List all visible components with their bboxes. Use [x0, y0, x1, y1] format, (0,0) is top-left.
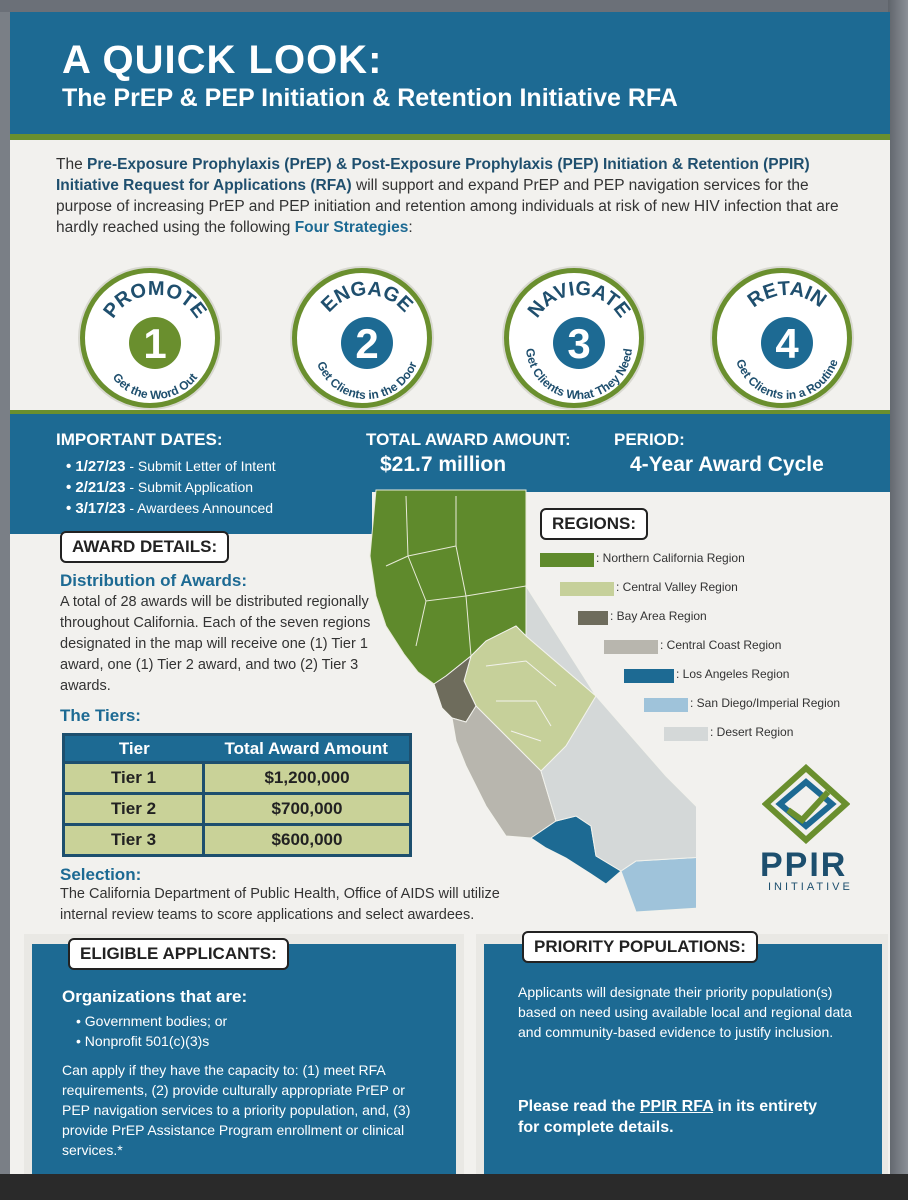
photo-background-bottom	[0, 1174, 908, 1200]
table-row	[64, 825, 411, 856]
legend-label: : Northern California Region	[596, 551, 745, 565]
strategy-tagline: Get the Word Out	[109, 370, 201, 403]
eligible-bullet-1: • Government bodies; or	[76, 1013, 228, 1029]
tiers-heading: The Tiers:	[60, 706, 141, 725]
region-san-diego-imperial	[621, 856, 696, 912]
tier-cell: Tier 2	[64, 794, 204, 825]
flyer-sheet	[10, 12, 890, 1174]
legend-label: : Desert Region	[710, 725, 794, 739]
intro-mid: will support and expand PrEP and PEP navigation services for the purpose of increasing PrEP and PEP initiation and retention among individuals at risk of new HIV infection that are hardly reached using the following	[56, 177, 839, 236]
strategy-tagline: Get Clients What They Need	[522, 347, 636, 403]
apply-text: Can apply if they have the capacity to: (1) meet RFA requirements, (2) provide culturally appropriate PrEP or PEP navigation services to a priority population, and, (3) provide PrEP Assistance Program enrollment or clinical services.*	[62, 1062, 411, 1158]
orgs-heading: Organizations that are:	[62, 987, 248, 1006]
strategy-word: ENGAGE	[317, 277, 417, 317]
header-stripe	[10, 134, 890, 140]
date-text: - Awardees Announced	[125, 500, 274, 516]
distribution-heading: Distribution of Awards:	[60, 571, 247, 590]
selection-heading: Selection:	[60, 865, 142, 884]
legend-swatch	[604, 640, 658, 654]
amount-column-header: Total Award Amount	[204, 735, 411, 763]
strategy-word: NAVIGATE	[523, 277, 635, 322]
date-value: • 3/17/23	[66, 500, 126, 517]
strategy-tagline: Get Clients in a Routine	[733, 357, 841, 403]
selection-text: The California Department of Public Health, Office of AIDS will utilize internal review teams to score applications and select awardees.	[60, 886, 500, 923]
amount-cell: $700,000	[204, 794, 411, 825]
strategy-number: 3	[567, 320, 591, 367]
legend-swatch	[664, 727, 708, 741]
tiers-table	[62, 733, 412, 857]
strategy-word: RETAIN	[743, 277, 831, 312]
date-text: - Submit Application	[125, 479, 254, 495]
date-text: - Submit Letter of Intent	[125, 458, 276, 474]
read-note	[518, 1096, 838, 1138]
page-subtitle: The PrEP & PEP Initiation & Retention Initiative RFA	[62, 84, 678, 112]
strategy-badge-1	[80, 268, 220, 408]
tier-cell: Tier 1	[64, 763, 204, 794]
intro-highlight: Four Strategies	[294, 219, 409, 236]
priority-text: Applicants will designate their priority population(s) based on need using available local and regional data and community-based evidence to justify inclusion.	[518, 984, 852, 1040]
legend-swatch	[578, 611, 608, 625]
amount-cell: $600,000	[204, 825, 411, 856]
strategy-number: 1	[143, 320, 167, 367]
read-post: in its entirety for complete details.	[518, 1098, 818, 1136]
legend-label: : Los Angeles Region	[676, 667, 790, 681]
period-value: 4-Year Award Cycle	[630, 453, 824, 476]
logo-name: PPIR	[760, 846, 848, 884]
tier-column-header: Tier	[64, 735, 204, 763]
tier-cell: Tier 3	[64, 825, 204, 856]
dates-heading: IMPORTANT DATES:	[56, 430, 223, 449]
legend-swatch	[644, 698, 688, 712]
priority-panel	[484, 944, 882, 1174]
read-pre: Please read the	[518, 1098, 640, 1115]
date-item-3	[66, 500, 273, 517]
award-value: $21.7 million	[380, 453, 507, 476]
award-details-heading: AWARD DETAILS:	[60, 531, 229, 563]
legend-label: : San Diego/Imperial Region	[690, 696, 841, 710]
distribution-text: A total of 28 awards will be distributed regionally throughout California. Each of the seven regions designated in the map will receive one (1) Tier 1 award, one (1) Tier 2 award, and two (2) Tier 3 awards.	[60, 594, 371, 694]
intro-pre: The	[56, 156, 88, 173]
intro-bold: Pre-Exposure Prophylaxis (PrEP) & Post-Exposure Prophylaxis (PEP) Initiation & Retention (PPIR) Initiative Request for Applications (RFA)	[56, 156, 810, 194]
page-title: A QUICK LOOK:	[62, 38, 383, 82]
table-row	[64, 763, 411, 794]
amount-cell: $1,200,000	[204, 763, 411, 794]
ppir-rfa-link[interactable]: PPIR RFA	[639, 1098, 714, 1115]
strategy-badge-3	[504, 268, 644, 408]
date-value: • 2/21/23	[66, 479, 126, 496]
legend-label: : Bay Area Region	[610, 609, 707, 623]
photo-background-top	[0, 0, 908, 12]
strategy-number: 2	[355, 320, 379, 367]
ppir-logo-icon	[762, 764, 850, 844]
strategy-badge-2	[292, 268, 432, 408]
priority-heading: PRIORITY POPULATIONS:	[522, 931, 758, 963]
logo-sub: INITIATIVE	[768, 881, 853, 893]
tiers-header-row	[64, 735, 411, 763]
legend-swatch	[624, 669, 674, 683]
strategy-number: 4	[775, 320, 799, 367]
strategy-badge-4	[712, 268, 852, 408]
period-heading: PERIOD:	[614, 430, 685, 449]
intro-end: :	[408, 219, 413, 236]
legend-swatch	[540, 553, 594, 567]
award-heading: TOTAL AWARD AMOUNT:	[366, 430, 571, 449]
date-value: • 1/27/23	[66, 458, 126, 475]
strategy-word: PROMOTE	[99, 277, 211, 323]
legend-swatch	[560, 582, 614, 596]
photo-background-right	[888, 0, 908, 1200]
date-item-2	[66, 479, 253, 496]
eligible-heading: ELIGIBLE APPLICANTS:	[68, 938, 289, 970]
regions-heading: REGIONS:	[540, 508, 648, 540]
strategy-tagline: Get Clients in the Door	[314, 359, 420, 403]
table-row	[64, 794, 411, 825]
legend-label: : Central Coast Region	[660, 638, 782, 652]
eligible-bullet-2: • Nonprofit 501(c)(3)s	[76, 1033, 210, 1049]
date-item-1	[66, 458, 276, 475]
intro-paragraph	[56, 154, 856, 238]
legend-label: : Central Valley Region	[616, 580, 738, 594]
